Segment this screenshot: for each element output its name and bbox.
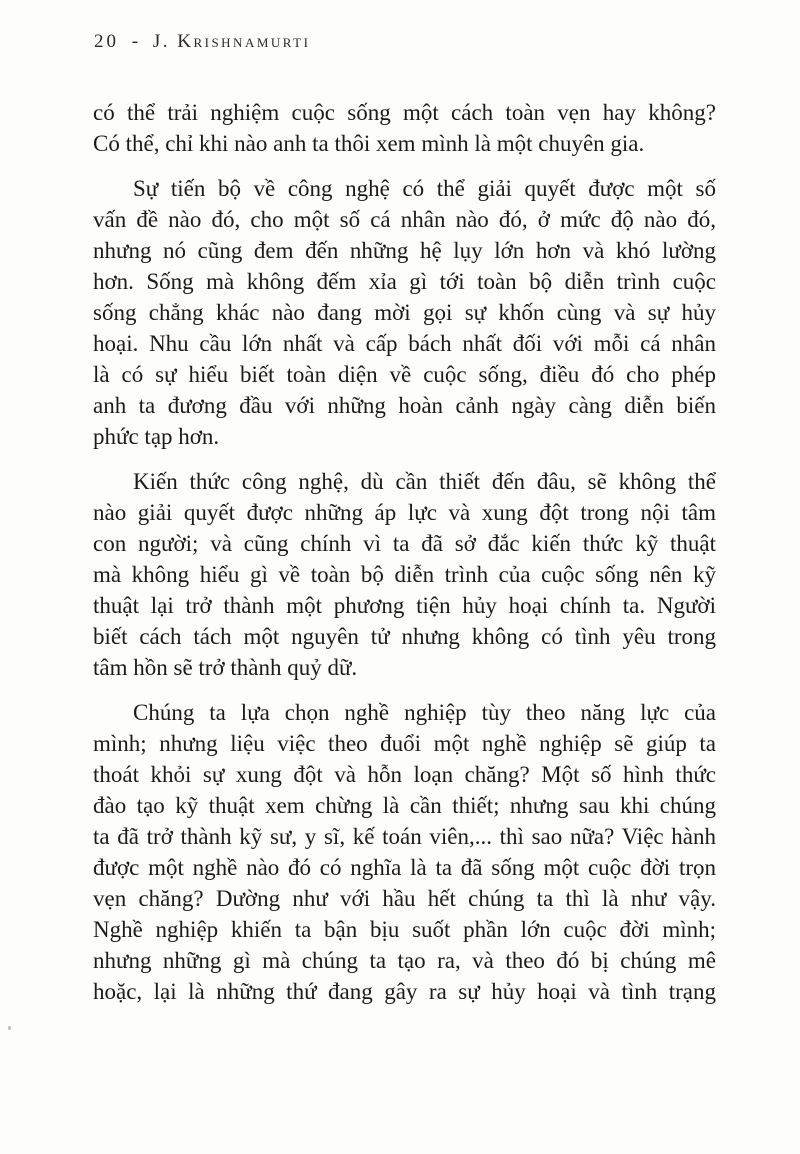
text-line: hoại. Nhu cầu lớn nhất và cấp bách nhất đối với mỗi cá nhân xyxy=(93,331,716,356)
text-line: nhưng những gì mà chúng ta tạo ra, và theo đó bị chúng mê xyxy=(93,948,716,973)
text-line: Sự tiến bộ về công nghệ có thể giải quyết được một số xyxy=(133,176,716,201)
header-separator: - xyxy=(131,31,141,52)
author-name: J. Krishnamurti xyxy=(152,31,311,52)
text-line: mình; nhưng liệu việc theo đuổi một nghề nghiệp sẽ giúp ta xyxy=(93,731,716,756)
text-line: ta đã trở thành kỹ sư, y sĩ, kế toán viên,... thì sao nữa? Việc hành xyxy=(93,824,716,849)
text-line: nhưng nó cũng đem đến những hệ lụy lớn hơn và khó lường xyxy=(93,238,716,263)
text-line: con người; và cũng chính vì ta đã sở đắc kiến thức kỹ thuật xyxy=(93,531,716,556)
text-line: có thể trải nghiệm cuộc sống một cách toàn vẹn hay không? xyxy=(93,100,716,125)
paragraph xyxy=(93,173,716,452)
text-line: biết cách tách một nguyên tử nhưng không có tình yêu trong xyxy=(93,624,716,649)
text-line: thuật lại trở thành một phương tiện hủy hoại chính ta. Người xyxy=(93,593,716,618)
text-line: Chúng ta lựa chọn nghề nghiệp tùy theo năng lực của xyxy=(133,700,716,725)
text-line: hơn. Sống mà không đếm xỉa gì tới toàn bộ diễn trình cuộc xyxy=(93,269,716,294)
text-line: được một nghề nào đó có nghĩa là ta đã sống một cuộc đời trọn xyxy=(93,855,716,880)
text-line: Kiến thức công nghệ, dù cần thiết đến đâu, sẽ không thể xyxy=(133,469,716,494)
text-line: Nghề nghiệp khiến ta bận bịu suốt phần lớn cuộc đời mình; xyxy=(93,917,716,942)
paragraph xyxy=(93,97,716,159)
text-line: sống chẳng khác nào đang mời gọi sự khốn cùng và sự hủy xyxy=(93,300,716,325)
page-number: 20 xyxy=(94,31,119,52)
page-body xyxy=(93,97,716,1021)
text-line: mà không hiểu gì về toàn bộ diễn trình của cuộc sống nên kỹ xyxy=(93,562,716,587)
text-line: thoát khỏi sự xung đột và hỗn loạn chăng? Một số hình thức xyxy=(93,762,716,787)
text-line: đào tạo kỹ thuật xem chừng là cần thiết; nhưng sau khi chúng xyxy=(93,793,716,818)
paragraph xyxy=(93,466,716,683)
text-line: anh ta đương đầu với những hoàn cảnh ngày càng diễn biến xyxy=(93,393,716,418)
scan-speck xyxy=(8,1026,11,1030)
text-line: phức tạp hơn. xyxy=(93,424,220,449)
text-line: vẹn chăng? Dường như với hầu hết chúng ta thì là như vậy. xyxy=(93,886,716,911)
text-line: vấn đề nào đó, cho một số cá nhân nào đó, ở mức độ nào đó, xyxy=(93,207,716,232)
text-line: tâm hồn sẽ trở thành quỷ dữ. xyxy=(93,655,358,680)
text-line: Có thể, chỉ khi nào anh ta thôi xem mình là một chuyên gia. xyxy=(93,131,645,156)
text-line: nào giải quyết được những áp lực và xung đột trong nội tâm xyxy=(93,500,716,525)
text-line: hoặc, lại là những thứ đang gây ra sự hủy hoại và tình trạng xyxy=(93,979,716,1004)
text-line: là có sự hiểu biết toàn diện về cuộc sống, điều đó cho phép xyxy=(93,362,716,387)
page-header xyxy=(94,31,310,53)
paragraph xyxy=(93,697,716,1007)
